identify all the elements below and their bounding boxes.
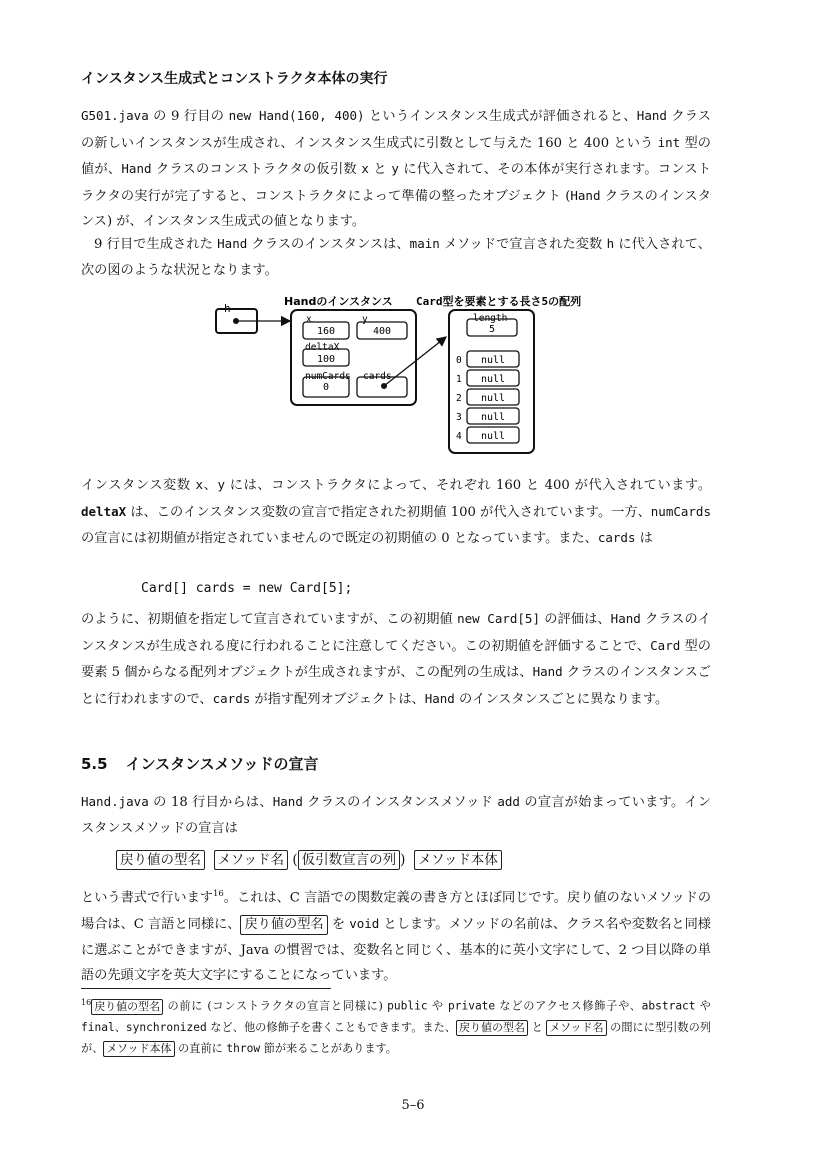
code-term: private (448, 999, 496, 1013)
text-run: と (528, 1020, 547, 1034)
text-run: の 18 行目からは、 (148, 795, 273, 810)
text-run: に代入されて、その本体が実行されます。コンストラクタの実行が完了すると、コンストラクタによって準備の整ったオブジェクト ( (81, 162, 712, 204)
code-term: throw (226, 1041, 261, 1055)
length-value: 5 (488, 324, 496, 335)
text-run: には、コンストラクタによって、それぞれ 160 と 400 が代入されています。 (224, 478, 712, 493)
footnote-number: 16 (81, 998, 92, 1007)
text-run: は (635, 531, 653, 547)
syntax-body: メソッド本体 (414, 850, 502, 870)
field-x-name: x (306, 314, 312, 325)
field-x-value: 160 (316, 326, 336, 337)
syntax-placeholder: 戻り値の型名 (91, 999, 163, 1015)
footnote-ref: 16 (212, 889, 224, 899)
text-run: とします。メソッドの名前は、クラス名や変数名と同様に選ぶことができますが、Java の慣習では、変数名と同じく、基本的に英小文字にして、2 つ目以降の単語の先頭文字を英大文字にすることになっています。 (81, 916, 711, 984)
text-run: 、 (114, 1020, 126, 1034)
syntax-placeholder: 戻り値の型名 (456, 1020, 528, 1036)
subheading-instance-creation: インスタンス生成式とコンストラクタ本体の実行 (81, 71, 388, 87)
text-run: の評価は、 (539, 612, 611, 627)
text-run: に代入されて、次の図のような状況となります。 (81, 237, 711, 278)
paragraph-1 (81, 103, 711, 235)
footnote-16 (81, 992, 711, 1059)
code-term: deltaX (81, 503, 127, 519)
code-term: cards (597, 530, 636, 546)
text-run: 、 (203, 478, 218, 493)
text-run: 。これは、C 言語での関数定義の書き方とほぼ同じです。戻り値のないメソッドの場合は、C 言語と同様に、 (81, 890, 712, 932)
code-term: Hand (636, 108, 667, 123)
code-term: cards (212, 690, 251, 706)
section-title: インスタンスメソッドの宣言 (125, 755, 319, 773)
text-run: クラスの新しいインスタンスが生成され、インスタンス生成式に引数として与えた 160 と 400 という (81, 109, 711, 151)
text-run: の宣言には初期値が指定されていませんので既定の初期値の 0 となっています。また、 (81, 531, 598, 547)
syntax-placeholder: メソッド名 (546, 1020, 606, 1036)
array-index: 3 (456, 412, 462, 423)
field-numCards-name: numCards (305, 371, 351, 382)
code-term: x (361, 161, 369, 177)
code-term: Hand (121, 161, 152, 177)
code-term: main (409, 236, 440, 251)
paragraph-3 (81, 472, 711, 552)
array-index: 2 (456, 393, 462, 404)
page-number: 5–6 (401, 1098, 425, 1113)
code-term: public (387, 999, 428, 1013)
syntax-close-paren: ) (400, 852, 406, 868)
text-run: など、他の修飾子を書くこともできます。また、 (206, 1020, 457, 1034)
code-term: G501.java (81, 108, 149, 123)
syntax-return-type: 戻り値の型名 (116, 850, 205, 870)
paragraph-6 (81, 882, 711, 989)
hand-title: Handのインスタンス (284, 295, 393, 308)
array-element-3 (456, 408, 519, 424)
text-run: というインスタンス生成式が評価されると、 (364, 109, 637, 124)
code-term: int (657, 134, 681, 150)
paragraph-5 (81, 789, 711, 841)
code-term: abstract (641, 999, 696, 1013)
text-run: のインスタンスごとに異なります。 (454, 691, 669, 707)
text-run: 型の値が、 (81, 135, 711, 178)
syntax-params: 仮引数宣言の列 (298, 850, 401, 870)
array-index: 1 (456, 374, 462, 385)
code-term: Hand (610, 611, 641, 626)
text-run: などのアクセス修飾子や、 (495, 999, 642, 1013)
code-term: final (81, 1020, 115, 1034)
text-run: クラスのインスタンスメソッド (302, 795, 498, 810)
code-term: y (391, 161, 399, 177)
syntax-method-name: メソッド名 (214, 850, 288, 870)
code-term: h (606, 236, 615, 251)
field-y-name: y (362, 314, 368, 325)
array-element-0 (456, 351, 519, 367)
text-run: や (427, 999, 448, 1013)
text-run: のように、初期値を指定して宣言されていますが、この初期値 (81, 612, 458, 627)
text-run: や (695, 999, 711, 1013)
field-cards-name: cards (363, 371, 392, 382)
array-element-1 (456, 370, 519, 386)
text-run: 型の要素 5 個からなる配列オブジェクトが生成されますが、この配列の生成は、 (81, 638, 711, 681)
syntax-placeholder: メソッド本体 (103, 1041, 174, 1057)
code-term: synchronized (125, 1020, 207, 1034)
text-run: の直前に (174, 1041, 227, 1055)
text-run: クラスのコンストラクタの仮引数 (151, 162, 362, 178)
syntax-open-paren: ( (292, 852, 298, 868)
text-run: の宣言が始まっています。インスタンスメソッドの宣言は (81, 795, 711, 836)
array-index: 0 (456, 355, 462, 366)
text-run: を (327, 916, 350, 932)
code-term: void (349, 915, 380, 931)
field-y-value: 400 (372, 326, 392, 337)
code-term: add (497, 794, 520, 809)
text-run: 9 行目で生成された (94, 237, 218, 252)
object-diagram (210, 292, 590, 458)
array-value: null (480, 393, 506, 404)
text-run: クラスのインスタンスは、 (247, 237, 410, 252)
code-term: Hand (272, 794, 303, 809)
code-term: x (195, 477, 204, 492)
text-run: という書式で行います (81, 890, 213, 906)
footnote-rule (81, 988, 331, 989)
array-value: null (480, 412, 506, 423)
array-element-2 (456, 389, 519, 405)
text-run: と (368, 162, 392, 178)
paragraph-4 (81, 606, 711, 712)
section-number: 5.5 (81, 755, 108, 773)
array-value: null (480, 374, 506, 385)
text-run: は、このインスタンス変数の宣言で指定された初期値 100 が代入されています。一方、 (126, 504, 651, 520)
array-value: null (480, 431, 506, 442)
code-line-cards: Card[] cards = new Card[5]; (141, 581, 353, 596)
code-term: numCards (650, 503, 711, 519)
code-term: Hand (570, 187, 601, 203)
field-deltaX-value: 100 (316, 354, 336, 365)
array-index: 4 (456, 431, 462, 442)
array-value: null (480, 355, 506, 366)
code-term: Hand (532, 664, 563, 680)
field-numCards-value: 0 (322, 382, 330, 393)
text-run: の 9 行目の (148, 109, 229, 124)
field-deltaX-name: deltaX (305, 342, 340, 353)
paragraph-2 (81, 231, 711, 283)
code-term: Hand (424, 690, 455, 706)
syntax-placeholder: 戻り値の型名 (240, 915, 327, 935)
code-term: new Hand(160, 400) (228, 108, 365, 123)
code-term: Card (650, 637, 681, 653)
text-run: 節が来ることがあります。 (260, 1041, 397, 1055)
code-term: Hand (217, 236, 248, 251)
method-syntax (116, 850, 502, 870)
text-run: クラスのインスタンスが生成される度に行われることに注意してください。この初期値を評価することで、 (81, 612, 711, 654)
text-run: メソッドで宣言された変数 (439, 237, 607, 252)
section-heading (81, 753, 318, 774)
code-term: Hand.java (81, 794, 149, 809)
text-run: クラスのインスタンス) が、インスタンス生成式の値となります。 (81, 188, 711, 230)
var-h-label: h (224, 302, 231, 315)
text-run: が指す配列オブジェクトは、 (250, 691, 425, 707)
code-term: y (217, 477, 225, 492)
length-name: length (473, 313, 508, 324)
text-run: クラスのインスタンスごとに行われますので、 (81, 665, 711, 707)
text-run: の前に (コンストラクタの宣言と同様に) (163, 999, 388, 1013)
array-title: Card型を要素とする長さ5の配列 (416, 295, 582, 308)
text-run: の間にに型引数の列が、 (81, 1020, 711, 1055)
array-element-4 (456, 427, 519, 443)
text-run: インスタンス変数 (81, 478, 196, 493)
code-term: new Card[5] (457, 611, 540, 626)
